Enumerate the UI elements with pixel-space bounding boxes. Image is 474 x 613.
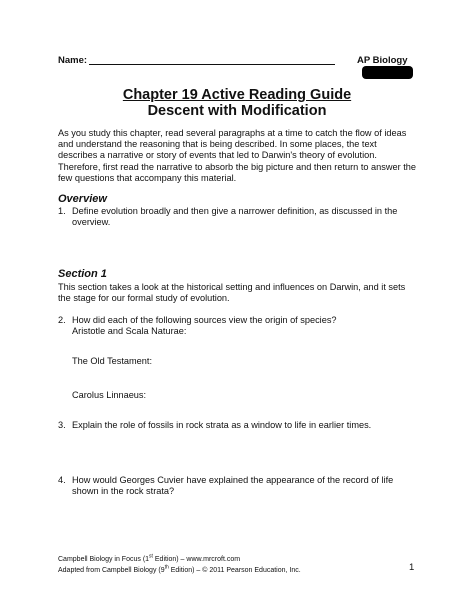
question-number: 4. xyxy=(58,475,66,485)
page-subtitle: Descent with Modification xyxy=(147,103,327,119)
question-number: 1. xyxy=(58,206,66,216)
question-text: How did each of the following sources view the origin of species? xyxy=(72,315,337,325)
redaction-box xyxy=(362,66,413,79)
question-number: 3. xyxy=(58,420,66,430)
footer-superscript: st xyxy=(149,553,153,560)
page-number: 1 xyxy=(409,562,415,573)
page-title: Chapter 19 Active Reading Guide xyxy=(122,87,352,103)
question-2-part-linnaeus: Carolus Linnaeus: xyxy=(72,390,147,400)
footer-source-line xyxy=(58,553,241,563)
footer-text: Campbell Biology in Focus (1 xyxy=(58,556,150,563)
question-text: Define evolution broadly and then give a narrower definition, as discussed in the overview. xyxy=(72,206,398,228)
name-blank-line xyxy=(89,64,335,65)
question-2-part-old-testament: The Old Testament: xyxy=(72,356,153,366)
question-4 xyxy=(58,475,418,497)
footer-superscript: th xyxy=(164,564,169,571)
question-number: 2. xyxy=(58,315,66,325)
intro-paragraph: As you study this chapter, read several paragraphs at a time to catch the flow of ideas and understand the reasoning that is being described. In some places, the text describes a narrative or story of events that led to Darwin's theory of evolution. Therefore, first read the narrative to absorb the big picture and then return to answer the few questions that accompany this material. xyxy=(58,128,417,183)
question-3 xyxy=(58,420,418,431)
section-1-intro: This section takes a look at the historical setting and influences on Darwin, and it sets the stage for our formal study of evolution. xyxy=(58,282,406,304)
question-text: How would Georges Cuvier have explained the appearance of the record of life shown in the rock strata? xyxy=(72,475,394,497)
question-1 xyxy=(58,206,418,228)
footer-text: Edition) – © 2011 Pearson Education, Inc. xyxy=(168,567,301,574)
name-label: Name: xyxy=(58,55,88,66)
overview-heading: Overview xyxy=(58,193,107,205)
footer-copyright-line xyxy=(58,564,301,574)
question-2 xyxy=(58,315,418,326)
question-2-part-aristotle: Aristotle and Scala Naturae: xyxy=(72,326,187,336)
footer-text: Edition) – www.mrcroft.com xyxy=(152,556,241,563)
course-label: AP Biology xyxy=(357,55,408,66)
section-1-heading: Section 1 xyxy=(58,268,107,280)
question-text: Explain the role of fossils in rock strata as a window to life in earlier times. xyxy=(72,420,372,430)
footer-text: Adapted from Campbell Biology (9 xyxy=(58,567,165,574)
